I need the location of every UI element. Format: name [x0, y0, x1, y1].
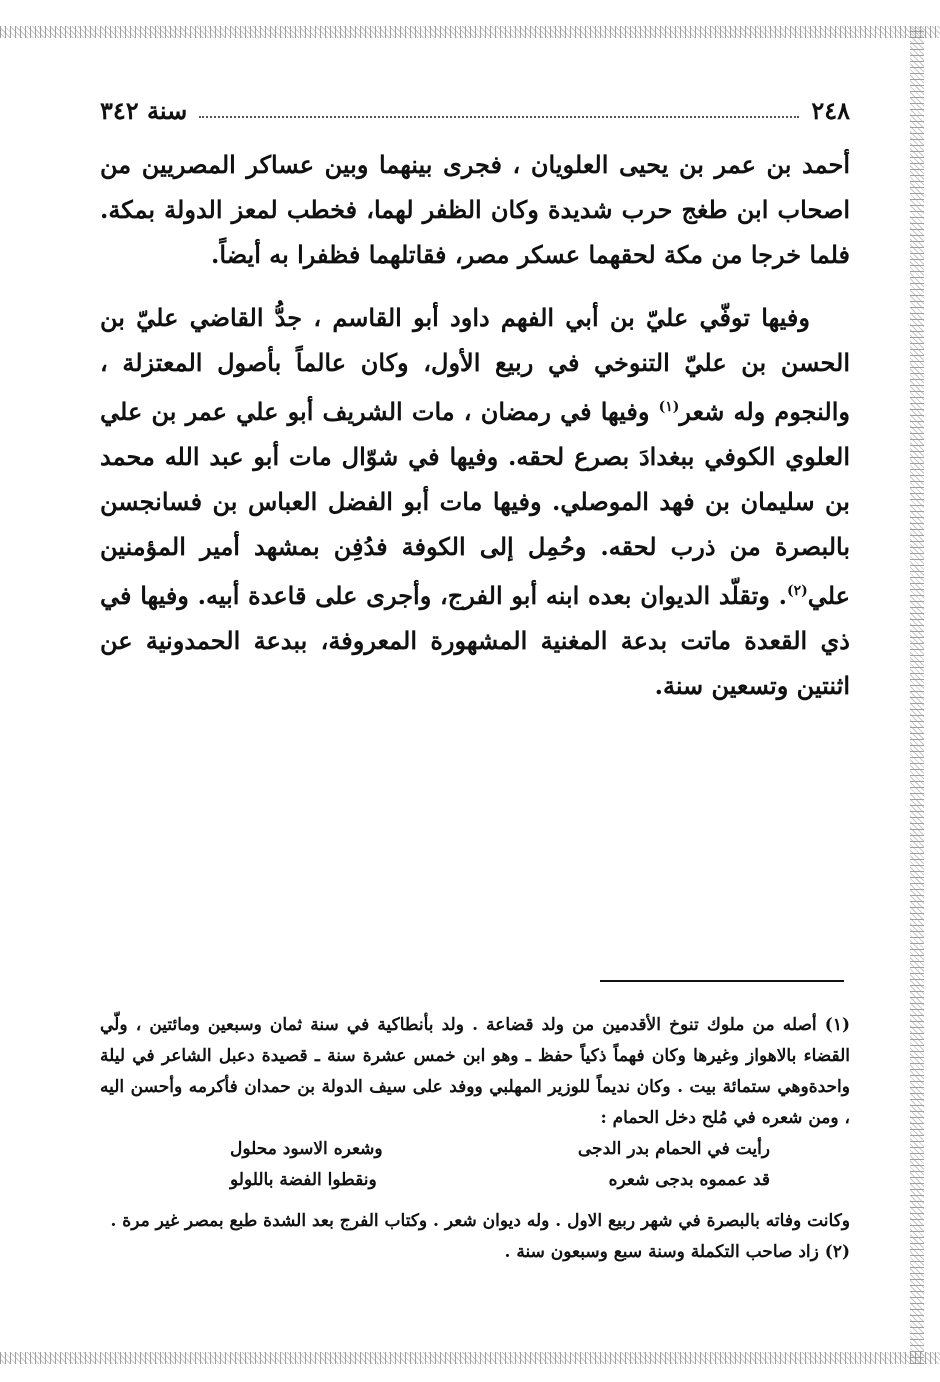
paragraph-1: أحمد بن عمر بن يحيى العلويان ، فجرى بينهما وبين عساكر المصريين من اصحاب ابن طغج حرب شديدة وكان الظفر لهما، فخطب لمعز الدولة بمكة. فلما خرجا من مكة لحقهما عسكر مصر، فقاتلهما فظفرا به أيضاً. [100, 150, 850, 269]
header-dotted-leader [199, 102, 799, 118]
paragraph-2 [100, 295, 850, 708]
ornamental-border-right [910, 26, 924, 1364]
verse-1-first-hemistich: رأيت في الحمام بدر الدجى [577, 1139, 770, 1159]
running-header [100, 90, 850, 130]
verse-line-1 [100, 1134, 850, 1165]
page-content [100, 90, 850, 726]
footnote-1: (١) أصله من ملوك تنوخ الأقدمين من ولد قضاعة . ولد بأنطاكية في سنة ثمان وسبعين ومائتين ، ولّي القضاء بالاهواز وغيرها وكان فهماً ذكياً حفظ ـ وهو ابن خمس عشرة سنة ـ قصيدة دعبل الشاعر في ليلة واحدةوهي ستمائة بيت . وكان نديماً للوزير المهلبي ووفد على سيف الدولة بن حمدان فأكرمه وأحسن اليه ، ومن شعره في مُلح دخل الحمام : [100, 1015, 850, 1128]
verse-line-2 [100, 1165, 850, 1196]
verse-1-second-hemistich: وشعره الاسود محلول [230, 1139, 383, 1159]
footnote-2: (٢) زاد صاحب التكملة وسنة سبع وسبعون سنة . [504, 1242, 850, 1262]
footnote-separator [600, 980, 844, 982]
year-label: سنة ٣٤٢ [100, 95, 188, 125]
paragraph-2-part-2: وفيها في رمضان ، مات الشريف أبو علي عمر بن علي العلوي الكوفي ببغدادَ بصرع لحقه. وفيها في شوّال مات أبو عبد الله محمد بن سليمان بن فهد الموصلي. وفيها مات أبو الفضل العباس بن فسانجسن بالبصرة من ذرب لحقه. وحُمِل إلى الكوفة فدُفِن بمشهد أمير المؤمنين علي [100, 397, 850, 610]
footnotes [100, 1010, 850, 1268]
footnote-1-tail: وكانت وفاته بالبصرة في شهر ربيع الاول . وله ديوان شعر . وكتاب الفرج بعد الشدة طبع بمصر غير مرة . [110, 1211, 850, 1231]
paragraph-2-part-3: . وتقلّد الديوان بعده ابنه أبو الفرج، وأجرى على قاعدة أبيه. وفيها في ذي القعدة ماتت بدعة المغنية المشهورة المعروفة، ببدعة الحمدونية عن اثنتين وتسعين سنة. [100, 581, 850, 700]
ornamental-border-bottom [0, 1352, 940, 1364]
paragraph-2-part-1: وفيها توفّي عليّ بن أبي الفهم داود أبو القاسم ، جدُّ القاضي عليّ بن الحسن بن عليّ التنوخي في ربيع الأول، وكان عالماً بأصول المعتزلة ، والنجوم وله شعر [100, 303, 850, 426]
footnote-ref-2[interactable]: (٢) [786, 583, 808, 599]
footnote-gap [100, 1196, 850, 1206]
verse-2-first-hemistich: قد عمموه بدجى شعره [608, 1170, 770, 1190]
footnote-ref-1[interactable]: (١) [658, 399, 680, 415]
ornamental-border-top [0, 26, 940, 38]
page-number: ٢٤٨ [811, 95, 850, 125]
verse-2-second-hemistich: ونقطوا الفضة باللولو [230, 1170, 377, 1190]
body-text [100, 142, 850, 708]
